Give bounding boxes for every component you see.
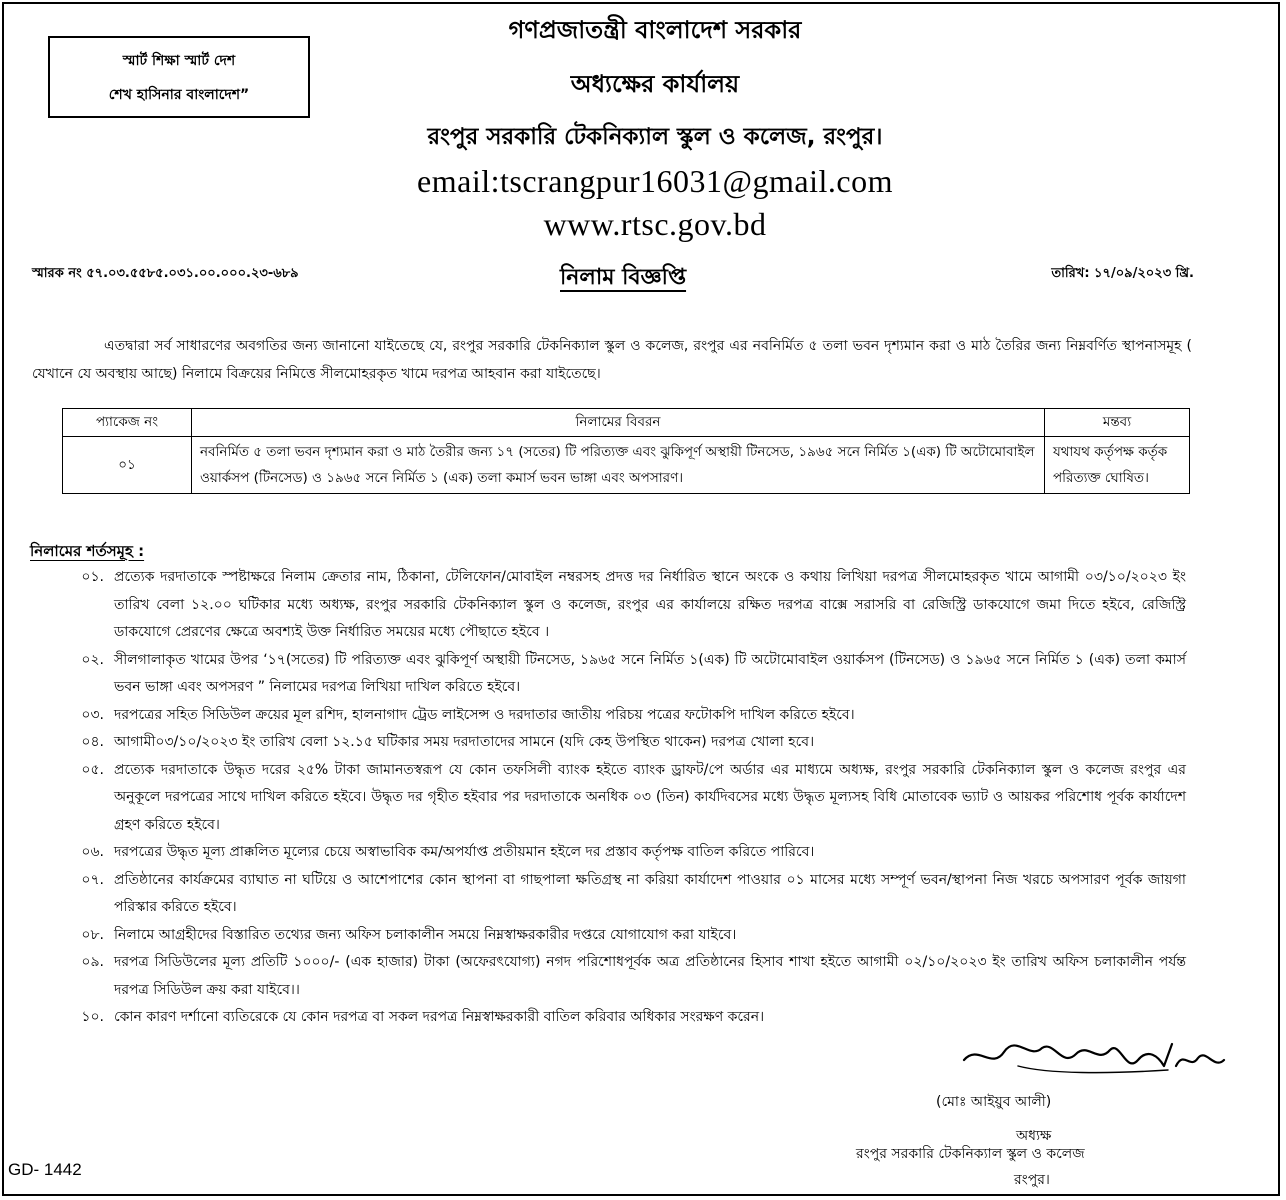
terms-heading: নিলামের শর্তসমূহ : — [30, 542, 145, 560]
term-text: দরপত্র সিডিউলের মূল্য প্রতিটি ১০০০/- (এক হাজার) টাকা (অফেরৎযোগ্য) নগদ পরিশোধপূর্বক অত্র প্রতিষ্ঠানের হিসাব শাখা হইতে আগামী ০২/১০/২০২৩ ইং তারিখ অফিস চলাকালীন পর্যন্ত দরপত্র সিডিউল ক্রয় করা যাইবে।। — [114, 954, 1186, 998]
slogan-box — [48, 36, 310, 118]
slogan-line-2: শেখ হাসিনার বাংলাদেশ” — [108, 87, 250, 103]
office-name: অধ্যক্ষের কার্যালয় — [570, 70, 740, 98]
term-text: দরপত্রের উদ্ধৃত মূল্য প্রাক্কলিত মূল্যের চেয়ে অস্বাভাবিক কম/অপর্যাপ্ত প্রতীয়মান হইলে দর প্রস্তাব কর্তৃপক্ষ বাতিল করিতে পারিবে। — [114, 844, 815, 860]
government-name: গণপ্রজাতন্ত্রী বাংলাদেশ সরকার — [508, 16, 802, 44]
term-item — [30, 839, 1186, 867]
institution-name: রংপুর সরকারি টেকনিক্যাল স্কুল ও কলেজ, রংপুর। — [427, 124, 883, 150]
term-number: ০১. — [81, 569, 104, 585]
term-item — [30, 564, 1186, 647]
term-item — [30, 1004, 1186, 1032]
term-item — [30, 702, 1186, 730]
term-item — [30, 922, 1186, 950]
term-item — [30, 757, 1186, 840]
term-number: ০২. — [81, 651, 104, 668]
term-text: প্রতিষ্ঠানের কার্যক্রমের ব্যাঘাত না ঘটিয়ে ও আশেপাশের কোন স্থাপনা বা গাছপালা ক্ষতিগ্রস্থ না করিয়া কার্যাদেশ পাওয়ার ০১ মাসের মধ্যে সম্পূর্ণ ভবন/স্থাপনা নিজ খরচে অপসারণ পূর্বক জায়গা পরিস্কার করিতে হইবে। — [114, 871, 1186, 915]
term-item — [30, 647, 1186, 702]
package-remark: যথাযথ কর্তৃপক্ষ কর্তৃক পরিত্যক্ত ঘোষিত। — [1045, 437, 1190, 494]
term-text: প্রত্যেক দরদাতাকে স্পষ্টাক্ষরে নিলাম ক্রেতার নাম, ঠিকানা, টেলিফোন/মোবাইল নম্বরসহ প্রদত্ত দর নির্ধারিত স্থানে অংকে ও কথায় লিখিয়া দরপত্র সীলমোহরকৃত খামে আগামী ০৩/১০/২০২৩ ইং তারিখ বেলা ১২.০০ ঘটিকার মধ্যে অধ্যক্ষ, রংপুর সরকারি টেকনিক্যাল স্কুল ও কলেজ, রংপুর এর কার্যালয়ে রক্ষিত দরপত্র বাক্সে সরাসরি বা রেজিস্ট্রি ডাকযোগে জমা দিতে হইবে, রেজিস্ট্রি ডাকযোগে প্রেরণের ক্ষেত্রে অবশ্যই উক্ত নির্ধারিত সময়ের মধ্যে পৌছাতে হইবে । — [114, 569, 1186, 640]
term-text: কোন কারণ দর্শানো ব্যতিরেকে যে কোন দরপত্র বা সকল দরপত্র নিম্নস্বাক্ষরকারী বাতিল করিবার অধিকার সংরক্ষণ করেন। — [114, 1009, 765, 1025]
term-number: ০৩. — [81, 706, 104, 723]
header-description: নিলামের বিবরন — [192, 409, 1045, 437]
email-address: email:tscrangpur16031@gmail.com — [417, 163, 893, 199]
slogan-line-1: স্মার্ট শিক্ষা স্মার্ট দেশ — [122, 53, 236, 69]
terms-list — [30, 564, 1186, 1032]
notice-title: নিলাম বিজ্ঞপ্তি — [560, 265, 687, 290]
website-url: www.rtsc.gov.bd — [543, 206, 767, 242]
term-text: সীলগালাকৃত খামের উপর ‘১৭(সতের) টি পরিত্যক্ত এবং ঝুকিপূর্ণ অস্থায়ী টিনসেড, ১৯৬৫ সনে নির্মিত ১(এক) টি অটোমোবাইল ওয়ার্কসপ (টিনসেড) ও ১৯৬৫ সনে নির্মিত ১ (এক) তলা কমার্স ভবন ভাঙ্গা এবং অপসরণ ” নিলামের দরপত্র লিখিয়া দাখিল করিতে হইবে। — [114, 651, 1186, 695]
signatory-name: (মোঃ আইয়ুব আলী) — [936, 1094, 1052, 1110]
package-number: ০১ — [63, 437, 192, 494]
memo-number: স্মারক নং ৫৭.০৩.৫৫৮৫.০৩১.০০.০০০.২৩-৬৮৯ — [32, 266, 299, 281]
term-text: দরপত্রের সহিত সিডিউল ক্রয়ের মূল রশিদ, হালনাগাদ ট্রেড লাইসেন্স ও দরদাতার জাতীয় পরিচয় পত্রের ফটোকপি দাখিল করিতে হইবে। — [114, 706, 855, 723]
table-header-row — [63, 409, 1190, 437]
signatory-designation: অধ্যক্ষ — [1016, 1128, 1052, 1144]
signatory-city: রংপুর। — [1014, 1172, 1050, 1188]
term-text: নিলামে আগ্রহীদের বিস্তারিত তথ্যের জন্য অফিস চলাকালীন সময়ে নিম্নস্বাক্ষরকারীর দপ্তরে যোগাযোগ করা যাইবে। — [114, 926, 737, 943]
term-item — [30, 867, 1186, 922]
term-item — [30, 949, 1186, 1004]
term-number: ০৬. — [81, 844, 104, 860]
term-number: ০৪. — [81, 734, 104, 750]
term-text: প্রত্যেক দরদাতাকে উদ্ধৃত দরের ২৫% টাকা জামানতস্বরূপ যে কোন তফসিলী ব্যাংক হইতে ব্যাংক ড্রাফট/পে অর্ডার এর মাধ্যমে অধ্যক্ষ, রংপুর সরকারি টেকনিক্যাল স্কুল ও কলেজ রংপুর এর অনুকূলে দরপত্রের সাথে দাখিল করিতে হইবে। উদ্ধৃত দর গৃহীত হইবার পর দরদাতাকে অনধিক ০৩ (তিন) কার্যদিবসের মধ্যে উদ্ধৃত মূল্যসহ বিধি মোতাবেক ভ্যাট ও আয়কর পরিশোধ পূর্বক কার্যাদেশ গ্রহণ করিতে হইবে। — [114, 761, 1186, 833]
term-number: ০৫. — [81, 761, 104, 778]
header-remark: মন্তব্য — [1045, 409, 1190, 437]
letterhead — [330, 6, 980, 243]
term-text: আগামী০৩/১০/২০২৩ ইং তারিখ বেলা ১২.১৫ ঘটিকার সময় দরদাতাদের সামনে (যদি কেহ উপস্থিত থাকেন) দরপত্র খোলা হবে। — [114, 734, 815, 750]
footer-code: GD- 1442 — [8, 1160, 82, 1179]
term-number: ১০. — [81, 1009, 104, 1025]
notice-date: তারিখ: ১৭/০৯/২০২৩ খ্রি. — [1051, 266, 1194, 281]
header-package-no: প্যাকেজ নং — [63, 409, 192, 437]
package-table — [62, 408, 1190, 494]
package-description: নবনির্মিত ৫ তলা ভবন দৃশ্যমান করা ও মাঠ তৈরীর জন্য ১৭ (সতের) টি পরিত্যক্ত এবং ঝুকিপূর্ণ অস্থায়ী টিনসেড, ১৯৬৫ সনে নির্মিত ১(এক) টি অটোমোবাইল ওয়ার্কসপ (টিনসেড) ও ১৯৬৫ সনে নির্মিত ১ (এক) তলা কমার্স ভবন ভাঙ্গা এবং অপসারণ। — [192, 437, 1045, 494]
table-row — [63, 437, 1190, 494]
term-item — [30, 729, 1186, 757]
term-number: ০৮. — [81, 926, 104, 943]
intro-paragraph: এতদ্বারা সর্ব সাধারণের অবগতির জন্য জানানো যাইতেছে যে, রংপুর সরকারি টেকনিক্যাল স্কুল ও কলেজ, রংপুর এর নবনির্মিত ৫ তলা ভবন দৃশ্যমান করা ও মাঠ তৈরির জন্য নিম্নবর্ণিত স্থাপনাসমূহ ( যেখানে যে অবস্থায় আছে) নিলামে বিক্রয়ের নিমিত্তে সীলমোহরকৃত খামে দরপত্র আহবান করা যাইতেছে। — [32, 338, 1192, 382]
term-number: ০৯. — [81, 954, 104, 970]
term-number: ০৭. — [81, 871, 104, 888]
signatory-institution: রংপুর সরকারি টেকনিক্যাল স্কুল ও কলেজ — [856, 1146, 1085, 1162]
signature-scribble — [958, 1030, 1238, 1094]
